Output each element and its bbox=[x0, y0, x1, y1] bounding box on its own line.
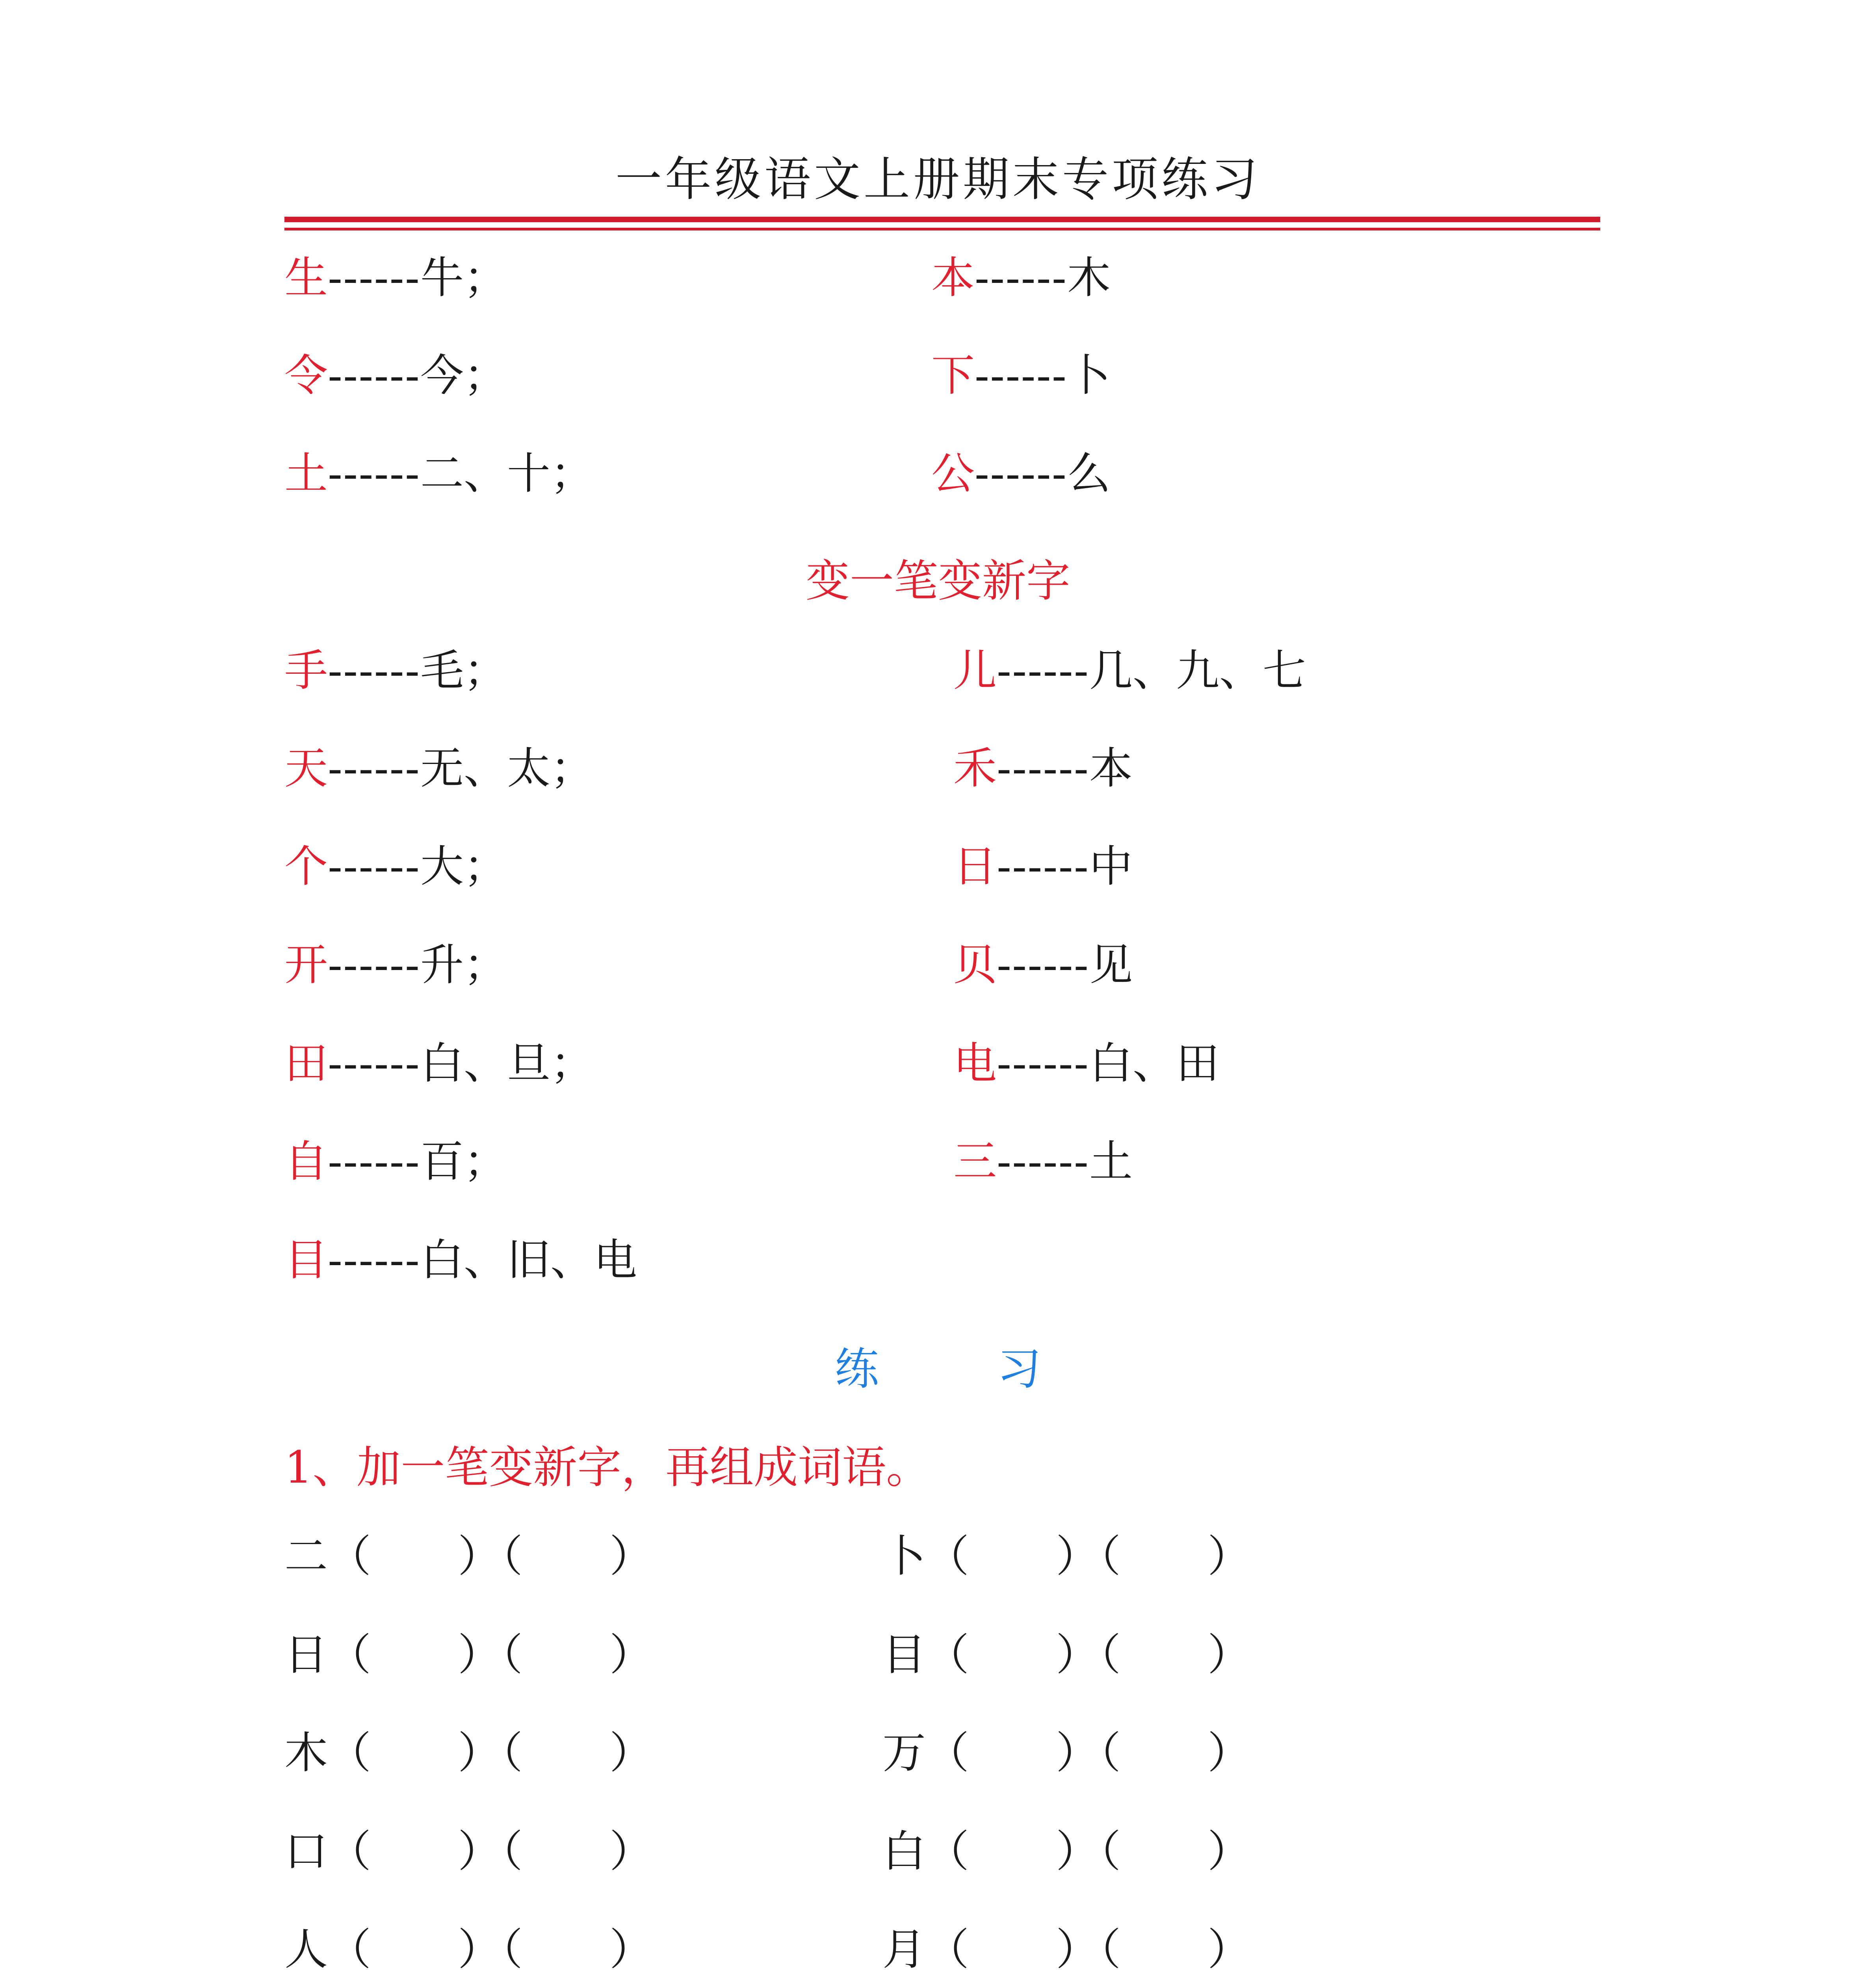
dash-line: ------ bbox=[997, 1136, 1090, 1187]
answer-blanks[interactable]: （ ）（ ） bbox=[328, 1826, 653, 1877]
fill-in-row-left bbox=[284, 1727, 653, 1779]
fill-in-row-right bbox=[882, 1826, 1251, 1877]
answer-blanks[interactable]: （ ）（ ） bbox=[926, 1531, 1251, 1582]
dash-line: ------ bbox=[328, 1136, 421, 1187]
pair-right bbox=[953, 1038, 1219, 1089]
base-char: 卜 bbox=[882, 1531, 926, 1582]
practice-title bbox=[0, 1334, 1876, 1397]
base-char: 月 bbox=[882, 1924, 926, 1970]
question-1-title: 1、加一笔变新字，再组成词语。 bbox=[284, 1442, 931, 1493]
dash-line: ------ bbox=[328, 1038, 421, 1089]
answer-blanks[interactable]: （ ）（ ） bbox=[328, 1531, 653, 1582]
practice-title-part2: 习 bbox=[997, 1344, 1041, 1395]
key-char: 三 bbox=[953, 1136, 997, 1187]
base-char: 木 bbox=[284, 1728, 328, 1778]
pair-left bbox=[284, 448, 594, 499]
header-rule-thick bbox=[284, 217, 1600, 222]
fill-in-row-left bbox=[284, 1924, 653, 1970]
result-chars: 升； bbox=[420, 940, 507, 990]
pair-right bbox=[931, 252, 1111, 303]
base-char: 万 bbox=[882, 1728, 926, 1778]
fill-in-row-left bbox=[284, 1531, 653, 1582]
answer-blanks[interactable]: （ ）（ ） bbox=[328, 1630, 653, 1680]
pair-left bbox=[284, 350, 507, 401]
pair-right bbox=[953, 743, 1133, 794]
key-char: 禾 bbox=[953, 743, 997, 794]
answer-blanks[interactable]: （ ）（ ） bbox=[926, 1630, 1251, 1680]
result-chars: 白、田 bbox=[1089, 1038, 1220, 1089]
result-chars: 毛； bbox=[420, 645, 507, 696]
key-char: 目 bbox=[284, 1235, 328, 1285]
dash-line: ------ bbox=[975, 350, 1068, 401]
answer-blanks[interactable]: （ ）（ ） bbox=[926, 1728, 1251, 1778]
pair-left bbox=[284, 1038, 594, 1089]
key-char: 手 bbox=[284, 645, 328, 696]
result-chars: 无、太； bbox=[420, 743, 594, 794]
dash-line: ------ bbox=[997, 940, 1090, 990]
pair-left bbox=[284, 1234, 637, 1286]
base-char: 目 bbox=[882, 1630, 926, 1680]
key-char: 自 bbox=[284, 1136, 328, 1187]
result-chars: 土 bbox=[1089, 1136, 1133, 1187]
dash-line: ------ bbox=[328, 841, 421, 892]
pair-left bbox=[284, 1136, 507, 1187]
pair-left bbox=[284, 252, 507, 303]
fill-in-row-right bbox=[882, 1531, 1251, 1582]
pair-right bbox=[953, 1136, 1133, 1187]
dash-line: ------ bbox=[328, 743, 421, 794]
dash-line: ------ bbox=[975, 253, 1068, 303]
base-char: 二 bbox=[284, 1531, 328, 1582]
pair-left bbox=[284, 645, 507, 696]
dash-line: ------ bbox=[997, 1038, 1090, 1089]
key-char: 电 bbox=[953, 1038, 997, 1089]
key-char: 土 bbox=[284, 448, 328, 499]
pair-right bbox=[953, 939, 1133, 991]
answer-blanks[interactable]: （ ）（ ） bbox=[926, 1826, 1251, 1877]
key-char: 个 bbox=[284, 841, 328, 892]
section-title-change-stroke: 变一笔变新字 bbox=[806, 556, 1070, 607]
fill-in-row-right bbox=[882, 1727, 1251, 1779]
key-char: 儿 bbox=[953, 645, 997, 696]
key-char: 贝 bbox=[953, 940, 997, 990]
key-char: 公 bbox=[931, 448, 975, 499]
result-chars: 白、旦； bbox=[420, 1038, 594, 1089]
result-chars: 卜 bbox=[1067, 350, 1111, 401]
result-chars: 今； bbox=[420, 350, 507, 401]
base-char: 人 bbox=[284, 1924, 328, 1970]
key-char: 生 bbox=[284, 253, 328, 303]
pair-right bbox=[953, 645, 1306, 696]
header-rule-thin bbox=[284, 228, 1600, 230]
pair-left bbox=[284, 841, 507, 892]
key-char: 天 bbox=[284, 743, 328, 794]
key-char: 开 bbox=[284, 940, 328, 990]
result-chars: 白、旧、电 bbox=[420, 1235, 637, 1285]
pair-right bbox=[931, 350, 1111, 401]
dash-line: ------ bbox=[997, 841, 1090, 892]
answer-blanks[interactable]: （ ）（ ） bbox=[328, 1728, 653, 1778]
result-chars: 百； bbox=[420, 1136, 507, 1187]
dash-line: ------ bbox=[328, 1235, 421, 1285]
result-chars: 木 bbox=[1067, 253, 1111, 303]
base-char: 口 bbox=[284, 1826, 328, 1877]
practice-title-part1: 练 bbox=[835, 1344, 879, 1395]
pair-left bbox=[284, 743, 594, 794]
pair-left bbox=[284, 939, 507, 991]
dash-line: ------ bbox=[997, 645, 1090, 696]
result-chars: 二、十； bbox=[420, 448, 594, 499]
dash-line: ------ bbox=[997, 743, 1090, 794]
fill-in-row-right bbox=[882, 1924, 1251, 1970]
dash-line: ------ bbox=[975, 448, 1068, 499]
pair-right bbox=[953, 841, 1133, 892]
result-chars: 见 bbox=[1089, 940, 1133, 990]
dash-line: ------ bbox=[328, 645, 421, 696]
page-header-title: 一年级语文上册期末专项练习 bbox=[615, 152, 1261, 206]
key-char: 日 bbox=[953, 841, 997, 892]
dash-line: ------ bbox=[328, 940, 421, 990]
key-char: 本 bbox=[931, 253, 975, 303]
result-chars: 大； bbox=[420, 841, 507, 892]
dash-line: ------ bbox=[328, 448, 421, 499]
fill-in-row-right bbox=[882, 1629, 1251, 1680]
result-chars: 本 bbox=[1089, 743, 1133, 794]
base-char: 白 bbox=[882, 1826, 926, 1877]
dash-line: ------ bbox=[328, 350, 421, 401]
fill-in-row-left bbox=[284, 1826, 653, 1877]
key-char: 下 bbox=[931, 350, 975, 401]
answer-blanks[interactable]: （ ）（ ） bbox=[328, 1924, 653, 1970]
pair-right bbox=[931, 448, 1111, 499]
key-char: 田 bbox=[284, 1038, 328, 1089]
result-chars: 牛； bbox=[420, 253, 507, 303]
dash-line: ------ bbox=[328, 253, 421, 303]
answer-blanks[interactable]: （ ）（ ） bbox=[926, 1924, 1251, 1970]
base-char: 日 bbox=[284, 1630, 328, 1680]
key-char: 令 bbox=[284, 350, 328, 401]
fill-in-row-left bbox=[284, 1629, 653, 1680]
result-chars: 中 bbox=[1089, 841, 1133, 892]
result-chars: 几、九、七 bbox=[1089, 645, 1306, 696]
result-chars: 么 bbox=[1067, 448, 1111, 499]
